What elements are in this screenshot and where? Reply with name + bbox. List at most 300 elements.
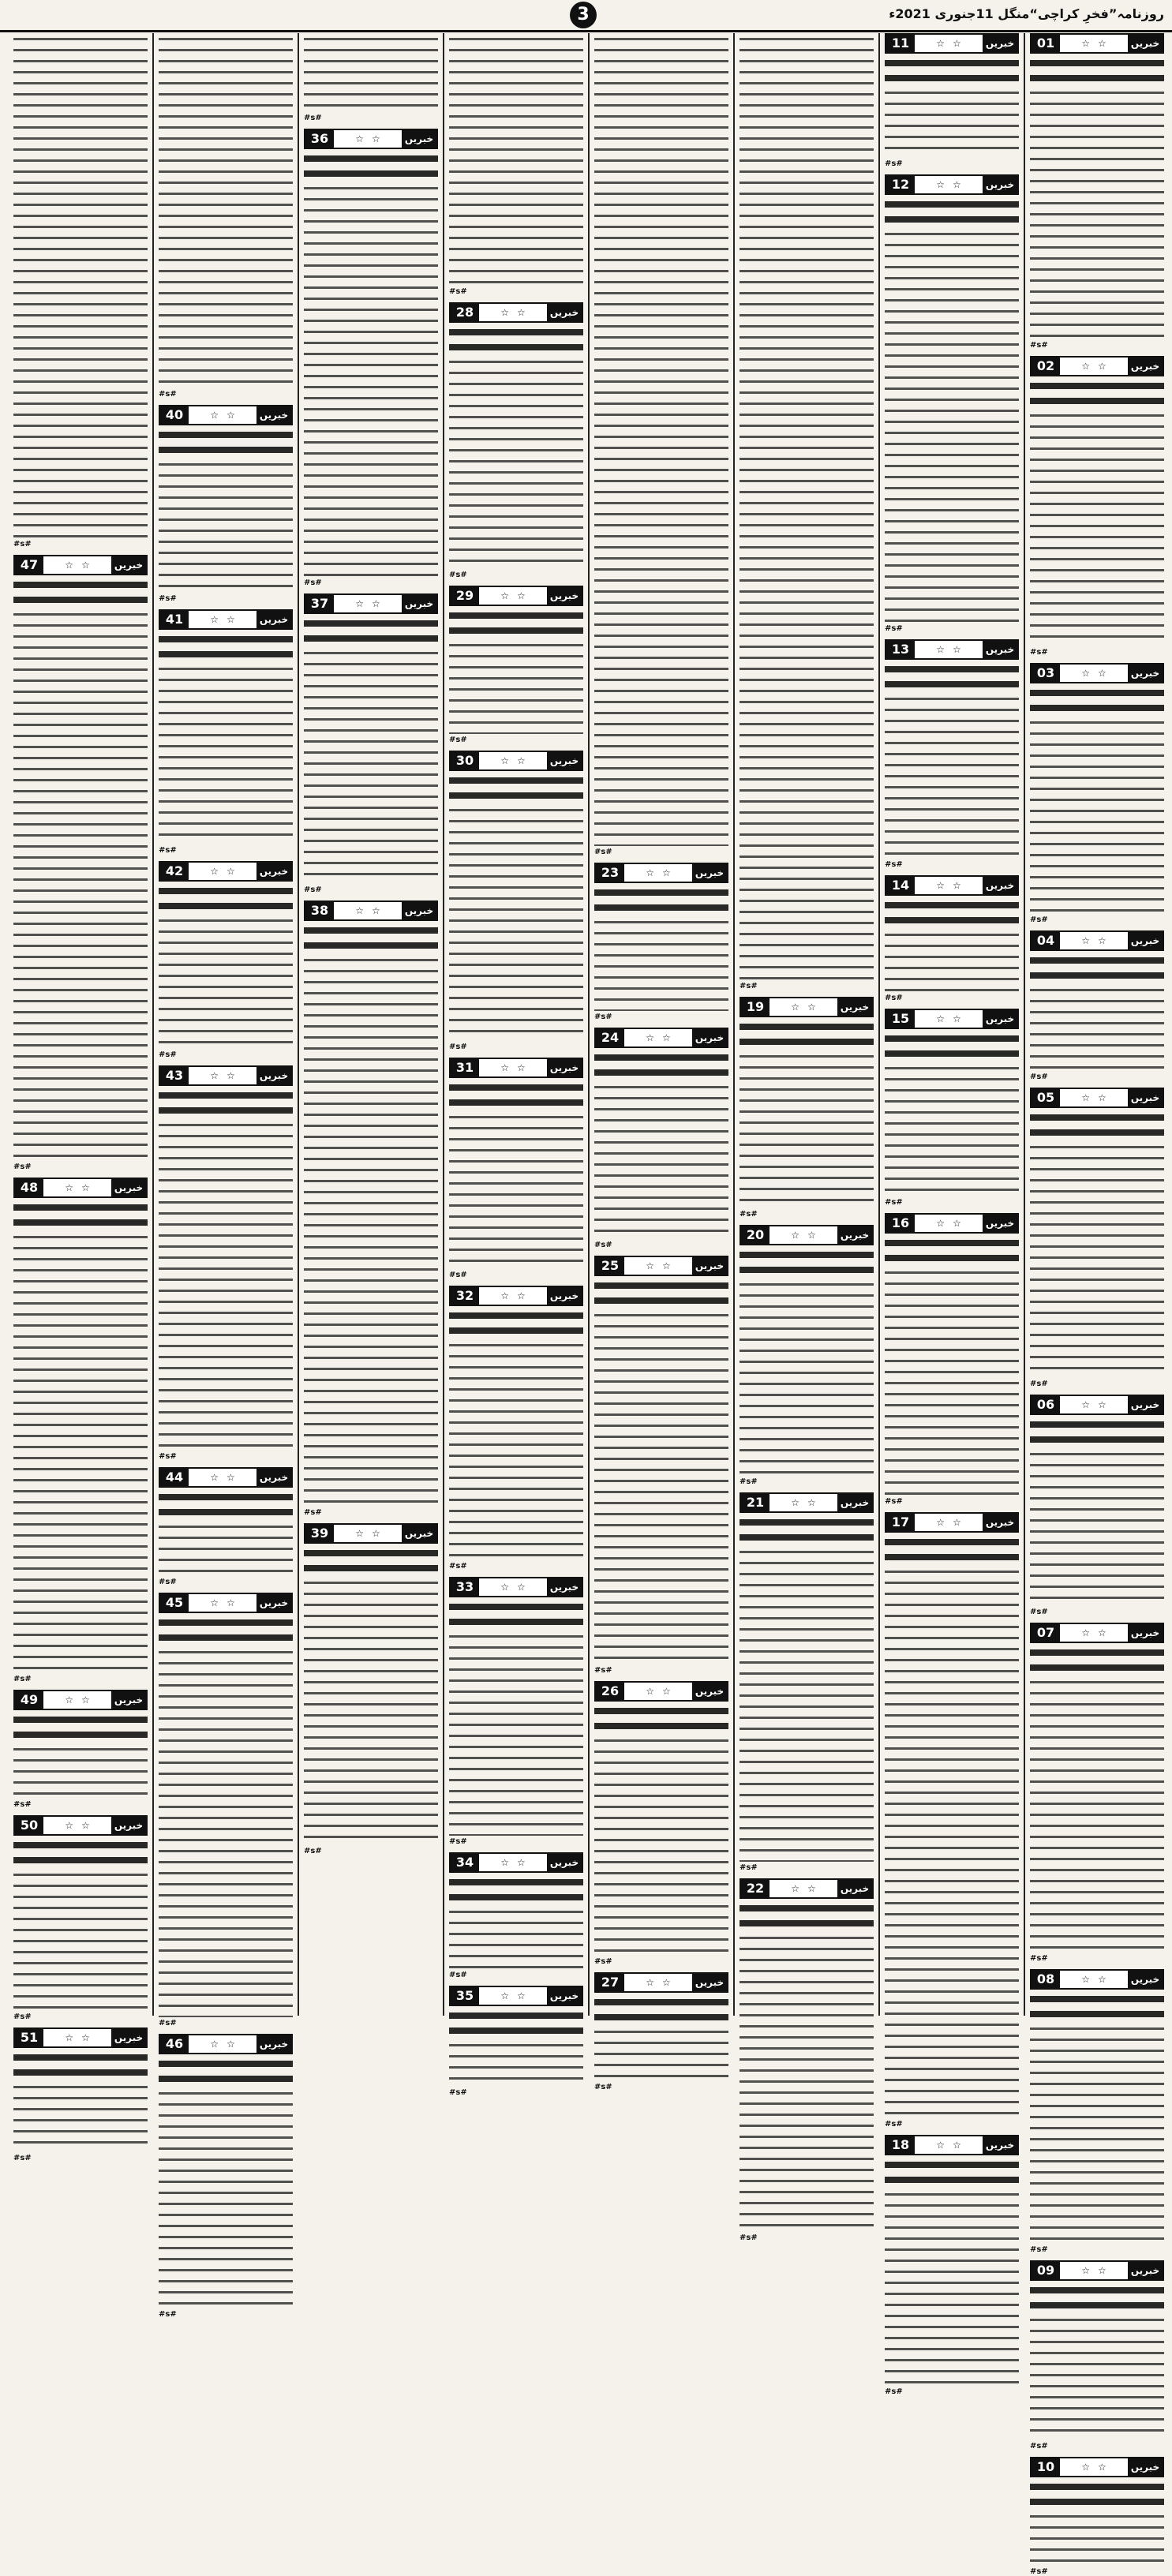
news-headline (304, 617, 438, 647)
news-item (740, 33, 874, 990)
news-headline (885, 57, 1019, 87)
dateline: روزنامہ”فخرِ کراچی“منگل 11جنوری 2021ء (889, 6, 1164, 21)
star-ornament (189, 406, 256, 424)
news-item (594, 1681, 728, 1966)
star-icon: ☆ (953, 880, 961, 891)
news-item (740, 997, 874, 1219)
star-ornament (334, 1525, 402, 1542)
end-mark: #s# (594, 1013, 612, 1021)
star-icon: ☆ (65, 1820, 73, 1831)
news-headline (1030, 380, 1164, 410)
news-item (740, 1225, 874, 1486)
news-body-text (885, 87, 1019, 158)
news-tag: خبریں (256, 1067, 291, 1084)
star-icon: ☆ (227, 614, 235, 625)
news-headline (885, 663, 1019, 693)
star-icon: ☆ (662, 1686, 671, 1697)
news-item (1030, 930, 1164, 1081)
news-headline (449, 1081, 583, 1111)
star-icon: ☆ (517, 1062, 526, 1073)
news-item-header (304, 900, 438, 921)
star-icon: ☆ (807, 1497, 816, 1508)
news-body-text (13, 2081, 148, 2152)
star-ornament (915, 2136, 983, 2154)
star-icon: ☆ (807, 1230, 816, 1241)
end-mark: #s# (1030, 341, 1048, 350)
news-body-text (740, 1050, 874, 1208)
star-icon: ☆ (936, 38, 945, 49)
news-item-header (1030, 663, 1164, 683)
news-item (13, 33, 148, 549)
star-ornament (915, 35, 983, 52)
news-item (1030, 1088, 1164, 1388)
news-item-header (159, 861, 293, 882)
star-icon: ☆ (1081, 1627, 1090, 1638)
news-item (449, 1852, 583, 1979)
news-body-text (885, 228, 1019, 623)
star-ornament (1060, 35, 1128, 52)
news-tag: خبریں (983, 1514, 1017, 1531)
news-headline (159, 633, 293, 663)
news-body-text (594, 1081, 728, 1239)
news-tag: خبریں (256, 2035, 291, 2053)
news-item-header (449, 1286, 583, 1306)
end-mark: #s# (740, 1477, 758, 1486)
news-number: 35 (451, 1987, 479, 2005)
news-body-text (159, 33, 293, 388)
star-ornament (1060, 358, 1128, 375)
end-mark: #s# (740, 1863, 758, 1872)
star-icon: ☆ (1098, 1974, 1106, 1985)
news-item (885, 1213, 1019, 1506)
news-tag: خبریں (692, 1029, 727, 1046)
news-number: 46 (160, 2035, 189, 2053)
news-tag: خبریں (111, 1691, 146, 1709)
news-number: 16 (886, 1215, 915, 1232)
news-headline (1030, 687, 1164, 717)
news-headline (13, 1839, 148, 1869)
news-headline (740, 1249, 874, 1279)
news-tag: خبریں (692, 864, 727, 882)
news-item-header (1030, 356, 1164, 376)
news-tag: خبریں (983, 641, 1017, 658)
star-icon: ☆ (81, 1820, 90, 1831)
news-item-header (740, 1225, 874, 1245)
news-item-header (304, 593, 438, 614)
news-tag: خبریں (256, 863, 291, 880)
star-icon: ☆ (500, 1857, 509, 1868)
column-rule (152, 33, 154, 2016)
news-item (594, 1972, 728, 2091)
news-item-header (885, 33, 1019, 54)
news-item (304, 593, 438, 894)
news-tag: خبریں (983, 877, 1017, 894)
news-headline (1030, 2481, 1164, 2510)
news-number: 10 (1032, 2458, 1060, 2476)
star-icon: ☆ (646, 867, 654, 878)
news-item (885, 174, 1019, 633)
star-icon: ☆ (517, 1857, 526, 1868)
news-body-text (13, 1743, 148, 1799)
news-headline (159, 1089, 293, 1119)
news-item (449, 302, 583, 579)
news-headline (740, 1020, 874, 1050)
news-headline (885, 198, 1019, 228)
end-mark: #s# (885, 994, 903, 1002)
news-item-header (1030, 1623, 1164, 1643)
news-item-header (885, 639, 1019, 660)
end-mark: #s# (159, 390, 177, 399)
news-item-header (159, 2034, 293, 2054)
news-item-header (594, 1028, 728, 1048)
news-column (155, 33, 296, 2319)
news-number: 05 (1032, 1089, 1060, 1106)
star-icon: ☆ (662, 867, 671, 878)
star-icon: ☆ (227, 866, 235, 877)
star-ornament (915, 877, 983, 894)
star-icon: ☆ (1098, 935, 1106, 946)
star-icon: ☆ (807, 1883, 816, 1894)
star-icon: ☆ (953, 2140, 961, 2151)
news-tag: خبریں (692, 1974, 727, 1991)
end-mark: #s# (13, 1800, 32, 1809)
news-item (304, 129, 438, 587)
column-rule (1024, 33, 1025, 2016)
star-ornament (479, 1059, 547, 1076)
news-item (13, 555, 148, 1171)
star-icon: ☆ (953, 179, 961, 190)
news-tag: خبریں (256, 1594, 291, 1612)
news-number: 20 (741, 1226, 769, 1244)
end-mark: #s# (1030, 1073, 1048, 1081)
end-mark: #s# (449, 1837, 467, 1846)
star-icon: ☆ (210, 1070, 219, 1081)
news-item (1030, 2260, 1164, 2451)
news-item-header (594, 863, 728, 883)
news-number: 04 (1032, 932, 1060, 949)
end-mark: #s# (13, 2154, 32, 2162)
news-number: 22 (741, 1880, 769, 1897)
news-item (1030, 33, 1164, 350)
star-ornament (915, 1514, 983, 1531)
news-tag: خبریں (402, 595, 436, 612)
news-body-text (594, 1735, 728, 1956)
news-tag: خبریں (402, 902, 436, 919)
star-ornament (624, 1683, 692, 1700)
news-body-text (885, 693, 1019, 859)
news-body-text (449, 1631, 583, 1836)
news-item (885, 1009, 1019, 1207)
news-item (594, 863, 728, 1021)
news-number: 18 (886, 2136, 915, 2154)
news-item (1030, 356, 1164, 657)
star-icon: ☆ (791, 1230, 799, 1241)
end-mark: #s# (159, 2310, 177, 2319)
star-ornament (769, 1494, 837, 1511)
star-ornament (624, 864, 692, 882)
star-icon: ☆ (1098, 2265, 1106, 2276)
end-mark: #s# (449, 1971, 467, 1979)
star-ornament (624, 1029, 692, 1046)
star-icon: ☆ (500, 590, 509, 601)
end-mark: #s# (594, 2083, 612, 2091)
star-icon: ☆ (372, 905, 380, 916)
end-mark: #s# (885, 624, 903, 633)
news-tag: خبریں (692, 1683, 727, 1700)
news-body-text (1030, 984, 1164, 1071)
end-mark: #s# (594, 848, 612, 856)
star-icon: ☆ (1098, 1399, 1106, 1410)
news-item (1030, 1395, 1164, 1616)
news-number: 07 (1032, 1624, 1060, 1642)
news-item (13, 1178, 148, 1683)
end-mark: #s# (13, 540, 32, 549)
star-icon: ☆ (1081, 935, 1090, 946)
end-mark: #s# (159, 2019, 177, 2027)
news-tag: خبریں (547, 1578, 582, 1596)
news-tag: خبریں (547, 752, 582, 769)
news-headline (304, 924, 438, 954)
news-item-header (885, 1009, 1019, 1029)
news-tag: خبریں (547, 304, 582, 321)
news-number: 01 (1032, 35, 1060, 52)
news-item-header (304, 129, 438, 149)
news-tag: خبریں (111, 556, 146, 574)
news-number: 49 (15, 1691, 43, 1709)
news-body-text (449, 1111, 583, 1269)
star-icon: ☆ (372, 133, 380, 144)
news-number: 45 (160, 1594, 189, 1612)
news-item-header (449, 1577, 583, 1597)
news-headline (1030, 1111, 1164, 1141)
end-mark: #s# (13, 2012, 32, 2021)
star-ornament (1060, 1624, 1128, 1642)
column-rule (298, 33, 299, 2016)
news-number: 37 (305, 595, 334, 612)
news-number: 26 (596, 1683, 624, 1700)
news-body-text (304, 182, 438, 577)
news-headline (740, 1516, 874, 1546)
news-tag: خبریں (1128, 2262, 1163, 2279)
star-icon: ☆ (646, 1032, 654, 1043)
star-icon: ☆ (81, 560, 90, 571)
end-mark: #s# (885, 1497, 903, 1506)
star-icon: ☆ (65, 1694, 73, 1705)
news-headline (1030, 954, 1164, 984)
news-item-header (1030, 1969, 1164, 1990)
star-ornament (334, 595, 402, 612)
star-ornament (915, 176, 983, 193)
news-number: 24 (596, 1029, 624, 1046)
star-icon: ☆ (500, 1990, 509, 2001)
star-icon: ☆ (936, 1013, 945, 1024)
news-item (1030, 663, 1164, 924)
news-headline (1030, 1646, 1164, 1676)
news-tag: خبریں (1128, 665, 1163, 682)
news-number: 30 (451, 752, 479, 769)
news-item-header (13, 555, 148, 575)
news-body-text (449, 2039, 583, 2087)
news-number: 39 (305, 1525, 334, 1542)
news-item (159, 1065, 293, 1461)
star-icon: ☆ (65, 2032, 73, 2043)
news-headline (13, 1201, 148, 1231)
end-mark: #s# (885, 2120, 903, 2129)
news-column (882, 33, 1022, 2396)
news-column (10, 33, 151, 2162)
star-icon: ☆ (227, 1472, 235, 1483)
news-tag: خبریں (1128, 358, 1163, 375)
star-icon: ☆ (517, 307, 526, 318)
news-headline (159, 429, 293, 459)
news-headline (449, 1601, 583, 1631)
news-number: 48 (15, 1179, 43, 1196)
news-body-text (1030, 2023, 1164, 2244)
star-icon: ☆ (1081, 668, 1090, 679)
end-mark: #s# (304, 578, 322, 587)
news-number: 23 (596, 864, 624, 882)
star-icon: ☆ (1081, 1399, 1090, 1410)
end-mark: #s# (449, 736, 467, 744)
news-body-text (740, 1546, 874, 1862)
star-icon: ☆ (355, 1528, 364, 1539)
star-icon: ☆ (1098, 1092, 1106, 1103)
star-icon: ☆ (791, 1883, 799, 1894)
news-tag: خبریں (837, 1880, 872, 1897)
news-item (304, 900, 438, 1517)
end-mark: #s# (304, 1847, 322, 1855)
news-tag: خبریں (547, 1059, 582, 1076)
end-mark: #s# (594, 1957, 612, 1966)
star-icon: ☆ (1098, 2462, 1106, 2473)
star-icon: ☆ (355, 133, 364, 144)
news-item (594, 1028, 728, 1249)
news-number: 27 (596, 1974, 624, 1991)
news-tag: خبریں (402, 130, 436, 148)
news-item-header (594, 1972, 728, 1993)
news-headline (594, 1051, 728, 1081)
star-ornament (189, 1067, 256, 1084)
news-item (1030, 1969, 1164, 2254)
news-headline (159, 885, 293, 915)
news-item-header (159, 1467, 293, 1488)
news-item-header (449, 1986, 583, 2006)
end-mark: #s# (740, 982, 758, 990)
star-ornament (43, 2029, 111, 2046)
star-ornament (43, 1691, 111, 1709)
news-tag: خبریں (547, 1987, 582, 2005)
news-item (159, 1593, 293, 2027)
star-icon: ☆ (210, 614, 219, 625)
star-ornament (479, 752, 547, 769)
news-number: 12 (886, 176, 915, 193)
end-mark: #s# (159, 846, 177, 855)
news-tag: خبریں (1128, 1971, 1163, 1988)
news-item (594, 33, 728, 856)
news-number: 38 (305, 902, 334, 919)
news-item-header (885, 1213, 1019, 1234)
star-icon: ☆ (936, 1517, 945, 1528)
news-number: 14 (886, 877, 915, 894)
star-ornament (1060, 665, 1128, 682)
star-icon: ☆ (210, 2039, 219, 2050)
news-body-text (594, 2026, 728, 2081)
star-ornament (1060, 1396, 1128, 1413)
news-tag: خبریں (983, 2136, 1017, 2154)
star-icon: ☆ (1081, 1974, 1090, 1985)
news-headline (885, 1536, 1019, 1566)
star-ornament (1060, 1089, 1128, 1106)
star-icon: ☆ (517, 590, 526, 601)
news-item (159, 2034, 293, 2319)
news-headline (885, 899, 1019, 929)
end-mark: #s# (1030, 1954, 1048, 1963)
news-tag: خبریں (1128, 1089, 1163, 1106)
news-body-text (740, 1932, 874, 2232)
news-item (449, 1986, 583, 2097)
news-body-text (159, 663, 293, 844)
star-ornament (915, 1215, 983, 1232)
star-icon: ☆ (1098, 1627, 1106, 1638)
news-headline (304, 1547, 438, 1577)
news-tag: خبریں (1128, 1624, 1163, 1642)
star-icon: ☆ (500, 1290, 509, 1301)
news-tag: خبریں (692, 1257, 727, 1275)
star-ornament (915, 1010, 983, 1028)
news-number: 03 (1032, 665, 1060, 682)
news-number: 19 (741, 998, 769, 1016)
news-item-header (1030, 33, 1164, 54)
news-tag: خبریں (547, 1854, 582, 1871)
news-item-header (1030, 930, 1164, 951)
star-icon: ☆ (355, 598, 364, 609)
news-item-header (1030, 2457, 1164, 2477)
star-icon: ☆ (1081, 1092, 1090, 1103)
news-body-text (449, 1906, 583, 1969)
news-number: 47 (15, 556, 43, 574)
star-icon: ☆ (1098, 361, 1106, 372)
end-mark: #s# (1030, 648, 1048, 657)
star-ornament (43, 556, 111, 574)
star-ornament (43, 1817, 111, 1834)
news-item (159, 33, 293, 399)
news-headline (159, 1616, 293, 1646)
news-item-header (885, 1512, 1019, 1533)
star-icon: ☆ (517, 1290, 526, 1301)
news-body-text (594, 1309, 728, 1664)
news-headline (885, 1032, 1019, 1062)
news-body-text (13, 608, 148, 1161)
star-icon: ☆ (936, 880, 945, 891)
star-ornament (334, 130, 402, 148)
news-headline (159, 1491, 293, 1521)
news-item-header (304, 1523, 438, 1544)
news-column (301, 33, 441, 2016)
news-tag: خبریں (402, 1525, 436, 1542)
news-body-text (449, 639, 583, 734)
star-icon: ☆ (646, 1260, 654, 1271)
news-number: 06 (1032, 1396, 1060, 1413)
news-number: 32 (451, 1287, 479, 1305)
news-body-text (449, 804, 583, 1041)
news-item (449, 751, 583, 1051)
news-item (449, 1577, 583, 1846)
news-number: 42 (160, 863, 189, 880)
end-mark: #s# (449, 287, 467, 296)
star-icon: ☆ (210, 1597, 219, 1608)
end-mark: #s# (13, 1675, 32, 1683)
star-icon: ☆ (81, 1694, 90, 1705)
